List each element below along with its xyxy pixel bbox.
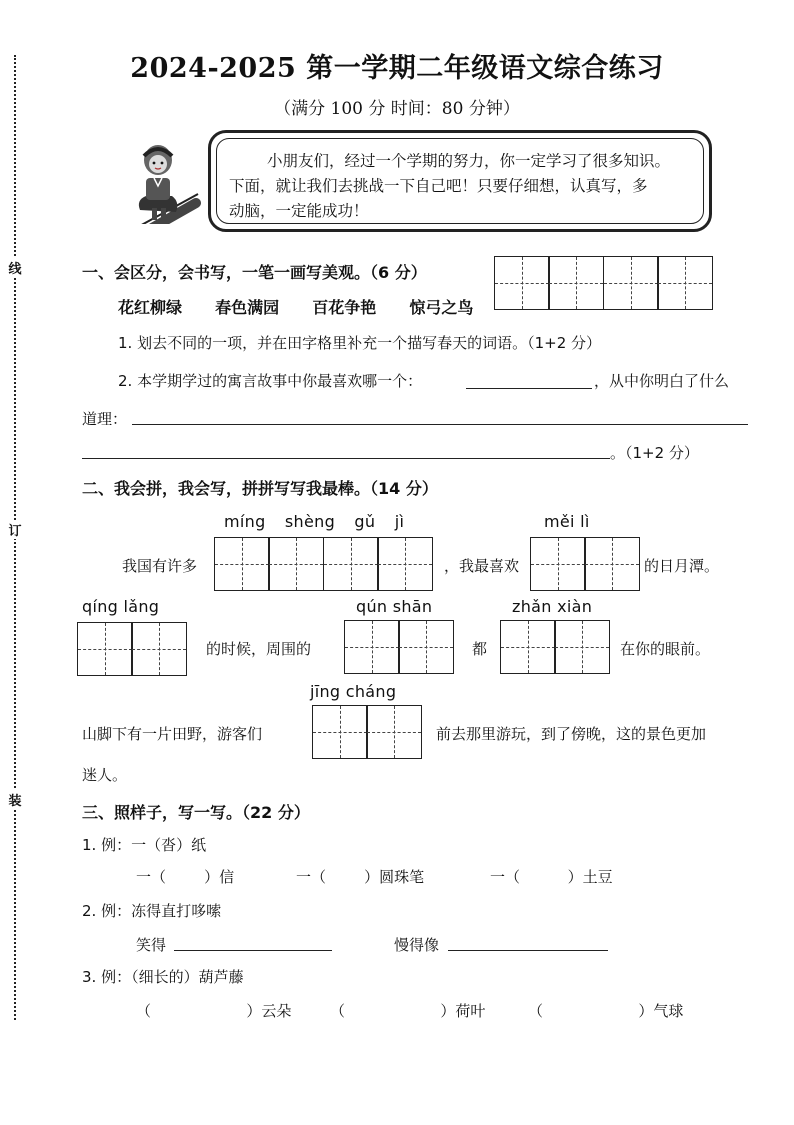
question-1-2: 2. 本学期学过的寓言故事中你最喜欢哪一个： [118, 372, 423, 390]
measure-word-item[interactable]: 一（ ）土豆 [490, 868, 613, 886]
tian-cell[interactable] [548, 256, 604, 310]
tian-cell[interactable] [131, 622, 187, 676]
section-3-heading: 三、照样子，写一写。（22 分） [82, 803, 310, 822]
intro-line-3: 动脑，一定能成功！ [229, 202, 369, 220]
girl-reading-illustration [116, 128, 204, 224]
tian-cell[interactable] [603, 256, 659, 310]
phrase-blank-xiaode[interactable] [174, 950, 332, 951]
phrase-label-mandexiang: 慢得像 [394, 936, 440, 954]
idiom-item[interactable]: 春色满园 [215, 298, 280, 317]
tian-cell[interactable] [323, 537, 379, 591]
reason-label: 道理： [82, 410, 128, 428]
pinyin-jingchang: jīng cháng [310, 682, 397, 701]
sentence-2-a: 的时候，周围的 [206, 640, 312, 658]
sentence-1-end: 的日月潭。 [644, 557, 720, 575]
tian-cell[interactable] [554, 620, 610, 674]
idiom-list [118, 295, 501, 318]
tian-cell[interactable] [584, 537, 640, 591]
page-title: 2024-2025 第一学期二年级语文综合练习 [130, 53, 664, 84]
sentence-1-mid: ，我最喜欢 [444, 557, 520, 575]
page-subtitle: （满分 100 分 时间：80 分钟） [274, 99, 520, 119]
grid-qunshan[interactable] [344, 620, 454, 674]
sentence-2-b: 都 [472, 640, 488, 658]
intro-line-2: 下面，就让我们去挑战一下自己吧！只要仔细想，认真写，多 [229, 177, 648, 195]
adjective-item[interactable]: （ ）气球 [528, 1002, 684, 1020]
binding-mark-xian: 线 [4, 258, 26, 277]
tian-cell[interactable] [398, 620, 454, 674]
fable-answer-blank[interactable] [466, 388, 592, 389]
question-1-2-tail: ，从中你明白了什么 [594, 372, 730, 390]
reason-blank-2[interactable] [82, 458, 610, 459]
tian-cell[interactable] [366, 705, 422, 759]
intro-speech-box [208, 130, 712, 232]
sentence-4: 迷人。 [82, 766, 128, 784]
idiom-item[interactable]: 百花争艳 [312, 298, 377, 317]
section-1-heading: 一、会区分，会书写，一笔一画写美观。（6 分） [82, 263, 427, 282]
grid-zhanxian[interactable] [500, 620, 610, 674]
question-1-2-score: 。（1+2 分） [610, 444, 699, 462]
tian-cell[interactable] [500, 620, 556, 674]
intro-line-1: 小朋友们，经过一个学期的努力，你一定学习了很多知识。 [267, 152, 671, 170]
example-3: 3. 例：（细长的）葫芦藤 [82, 968, 244, 986]
phrase-blank-mandexiang[interactable] [448, 950, 608, 951]
question-1-1: 1. 划去不同的一项，并在田字格里补充一个描写春天的词语。（1+2 分） [118, 334, 602, 352]
idiom-item[interactable]: 惊弓之鸟 [409, 298, 474, 317]
tian-cell[interactable] [214, 537, 270, 591]
tian-cell[interactable] [494, 256, 550, 310]
sentence-2-c: 在你的眼前。 [620, 640, 711, 658]
grid-jingchang[interactable] [312, 705, 422, 759]
pinyin-zhanxian: zhǎn xiàn [512, 597, 593, 616]
adjective-item[interactable]: （ ）荷叶 [330, 1002, 486, 1020]
tian-cell[interactable] [312, 705, 368, 759]
sentence-1-start: 我国有许多 [122, 557, 198, 575]
tian-cell[interactable] [530, 537, 586, 591]
sentence-3-start: 山脚下有一片田野，游客们 [82, 725, 263, 743]
section-2-heading: 二、我会拼，我会写，拼拼写写我最棒。（14 分） [82, 479, 438, 498]
tian-cell[interactable] [657, 256, 713, 310]
grid-mingsheng-guji[interactable] [214, 537, 433, 591]
tian-cell[interactable] [77, 622, 133, 676]
measure-word-item[interactable]: 一（ ）信 [136, 868, 235, 886]
tian-cell[interactable] [268, 537, 324, 591]
pinyin-meili: měi lì [544, 512, 590, 531]
grid-meili[interactable] [530, 537, 640, 591]
binding-mark-ding: 订 [4, 520, 26, 539]
adjective-item[interactable]: （ ）云朵 [136, 1002, 292, 1020]
idiom-item[interactable]: 花红柳绿 [118, 298, 183, 317]
reason-blank-1[interactable] [132, 424, 748, 425]
pinyin-mingsheng-guji: míng shèng gǔ jì [224, 512, 405, 531]
phrase-label-xiaode: 笑得 [136, 936, 167, 954]
measure-word-item[interactable]: 一（ ）圆珠笔 [296, 868, 425, 886]
section-1-writing-grid[interactable] [494, 256, 713, 310]
example-1: 1. 例：一（沓）纸 [82, 836, 207, 854]
example-2: 2. 例：冻得直打哆嗦 [82, 902, 222, 920]
sentence-3-end: 前去那里游玩，到了傍晚，这的景色更加 [436, 725, 707, 743]
pinyin-qinglang: qíng lǎng [82, 597, 160, 616]
tian-cell[interactable] [344, 620, 400, 674]
binding-mark-zhuang: 装 [4, 790, 26, 809]
grid-qinglang[interactable] [77, 622, 187, 676]
tian-cell[interactable] [377, 537, 433, 591]
pinyin-qunshan: qún shān [356, 597, 433, 616]
